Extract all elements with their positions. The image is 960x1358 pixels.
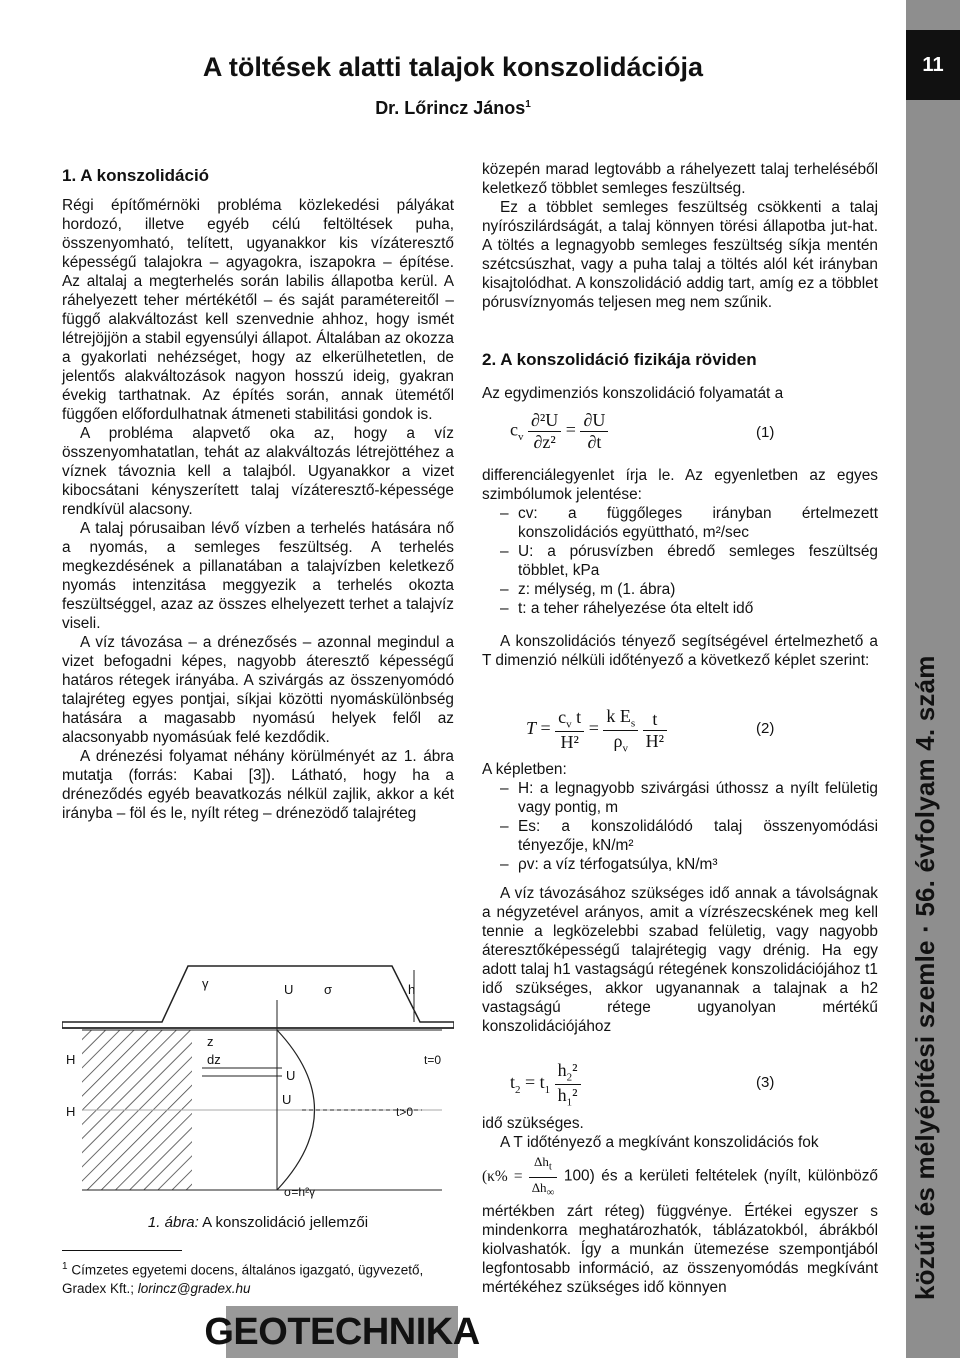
equation-1-number: (1) [756,424,775,441]
equation-1: $c_v$ $\frac{\text{∂²U}}{\text{∂z²}}$ = $\frac{\partial U}{\partial t}$ [510,410,608,453]
caption-number: 1. ábra: [147,1214,199,1231]
list-item: – ρv: a víz térfogatsúlya, kN/m³ [482,855,878,874]
footnote-text: Címzetes egyetemi docens, általános igazgató, ügyvezető, Gradex Kft.; [62,1262,424,1296]
paragraph: A T időtényező a megkívánt konszolidációs fok [500,1134,819,1151]
right-column [482,160,878,312]
paragraph: A konszolidációs tényező segítségével értelmezhető a T dimenzió nélküli időtényező a következő képlet szerint: [482,633,878,669]
section-heading-1: 1. A konszolidáció [62,166,210,185]
label-z: z [207,1034,214,1049]
label-t0: t=0 [424,1053,442,1067]
symbol-list-2 [482,779,878,874]
right-column-end [482,1114,878,1297]
paragraph: Az egydimenziós konszolidáció folyamatát a [482,385,784,402]
label-u3: U [282,1092,292,1107]
figure-caption [62,1214,454,1231]
equation-2: T = $\frac{c_v t}{\text{H²}}$ = $\frac{k E_s}{\rho_v}$ $\frac{t}{\text{H²}}$ [526,706,667,754]
footnote-mark: 1 [62,1261,68,1272]
paragraph: A víz távozásához szükséges idő annak a távolságnak a négyzetével arányos, amit a vízrészecskének meg kell tennie a legközelebbi szabad felületig, vagy nagyobb áteresztőképességű talajrétegig vagy drénig. Ha egy adott talaj h1 vastagságú rétegének konszolidációjához t1 idő szükséges, akkor ugyanannak a talajnak a h2 vastagságú rétege ugyanolyan mértékű konszolidációjához [482,885,878,1035]
label-gamma: γ [202,976,209,991]
page-number: 11 [906,30,960,100]
paragraph: A drénezési folyamat néhány körülményét az 1. ábra mutatja (forrás: Kabai [3]). Látható, hogy ha a dréneződés egyéb beavatkozás nélkül zajlik, akkor a két irányba – föl és le, nyílt réteg – drénezödő talajréteg [62,748,454,822]
section-heading-2: 2. A konszolidáció fizikája röviden [482,350,757,369]
paragraph: Régi építőmérnöki probléma közlekedési pályákat hordozó, illetve egyéb célú feltöltések puha, összenyomható, telített, ugyanakkor kis vízáteresztő képességű talajokra – agyagokra, iszapokra – építése. Az altalaj a megterhelés során labilis állapotba kerül. A ráhelyezett teher mértékétől – és saját paramétereitől – függő alakváltozást kell szenvednie ahhoz, hogy ismét létrejöjjön a stabil egyensúlyi állapot. Általában az okozza a gyakorlati nehézséget, hogy az elkerülhetetlen, de jelentős alakváltozások nagyon hosszú ideig, gyakran évekig tarthatnak. Az építés során, annak ütemétől függően előfordulhatnak átmeneti stabilitási gondok is. [62,197,454,423]
list-item: – cv: a függőleges irányban értelmezett konszolidációs együttható, m²/sec [482,504,878,542]
label-sigma: σ [324,982,333,997]
list-item: – Es: a konszolidálódó talaj összenyomódási tényezője, kN/m² [482,817,878,855]
paragraph: A képletben: [482,761,567,778]
kappa-formula: (κ% = $\frac{\Delta h_t}{\Delta h_\infty}$ [482,1168,557,1185]
article-title: A töltések alatti talajok konszolidációja [202,52,704,82]
paragraph [482,1152,878,1297]
journal-side-title: közúti és mélyépítési szemle · 56. évfolyam 4. szám [910,655,940,1300]
left-column [62,196,454,823]
footnote-email[interactable]: lorincz@gradex.hu [137,1280,251,1296]
paragraph: Ez a többlet semleges feszültség csökkenti a talaj nyírószilárdságát, a talaj könnyen törési állapotba jut-hat. A töltés a legnagyobb semleges feszültség síkja mentén szétcsúszhat, vagy a puha talaj a töltés alól két irányban kisajtolódhat. A konszolidáció addig tart, amíg ez a többlet pórusvíznyomás teljesen meg nem szűnik. [482,199,878,311]
label-H1: H [66,1052,76,1067]
right-column-lower [482,466,878,670]
equation-2-number: (2) [756,720,775,737]
label-u1: U [284,982,294,997]
label-bottom: σ=h²γ [284,1185,316,1199]
symbol-list-1 [482,504,878,618]
paragraph: A víz távozása – a drénezősés – azonnal megindul a vizet befogadni képes, nagyobb áteresztő képességű határos rétegek irányába. A szivárgás az összenyomódó talajréteg egyes pontjai, síkjai közötti nyomáskülönbség hatására a magasabb nyomású helyek felől az alacsonyabb nyomásúak felé kezdődik. [62,634,454,746]
label-H2: H [66,1104,76,1119]
label-dz: dz [207,1052,221,1067]
list-item: – t: a teher ráhelyezése óta eltelt idő [482,599,878,618]
paragraph-rest: 100) és a kerületi feltételek (nyílt, különböző mértékben zárt réteg) függvénye. Értékei egyszer s mindenkorra meghatározhatók, táblázatokból, ábrákból kiolvashatók. Így a munkán ütemezése szempontjából legfontosabb információ, az összenyomódás megkívánt mértékéhez szükséges idő könnyen [482,1167,878,1297]
paragraph: A talaj pórusaiban lévő vízben a terhelés hatására nő a nyomás, a semleges feszültség. A terhelés megkezdésének a pillanatában a talajvízben keletkező nyomás intenzitása meggyezik a terhelés okozta feszültséggel, azaz az összes elhelyezett terhet a talajvíz viseli. [62,520,454,632]
equation-3: $t_2 = t_1$ $\frac{h_2^2}{h_1^2}$ [510,1060,581,1108]
section-footer-label: GEOTECHNIKA [226,1306,458,1358]
right-column-lower-2 [482,760,878,1036]
label-u2: U [286,1068,296,1083]
label-h: h [408,982,416,997]
paragraph: közepén marad legtovább a ráhelyezett talaj terheléséből keletkező többlet semleges feszültség. [482,161,878,197]
equation-3-number: (3) [756,1074,775,1091]
author-name: Dr. Lőrincz János [375,98,526,118]
figure-consolidation [62,960,454,1210]
article-author [300,98,606,119]
author-footnote-mark: 1 [525,99,531,110]
footnote [62,1258,454,1298]
paragraph: A probléma alapvető oka az, hogy a víz összenyomhatatlan, tehát az alakváltozás létrejöttéhez a víznek távoznia kell a talajból. Ugyanakkor a vizet kibocsátani kényszerített talaj vízáteresztő-képessége rendkívül alacsony. [62,425,454,518]
list-item: – z: mélység, m (1. ábra) [482,580,878,599]
caption-text: A konszolidáció jellemzői [202,1214,369,1231]
list-item: – H: a legnagyobb szivárgási úthossz a nyílt felületig vagy pontig, m [482,779,878,817]
paragraph: idő szükséges. [482,1115,584,1132]
label-tpos: t>0 [396,1105,414,1119]
footnote-rule [62,1250,182,1251]
embankment-shape [62,966,454,1028]
paragraph: differenciálegyenlet írja le. Az egyenletben az egyes szimbólumok jelentése: [482,467,878,503]
list-item: – U: a pórusvízben ébredő semleges feszültség többlet, kPa [482,542,878,580]
